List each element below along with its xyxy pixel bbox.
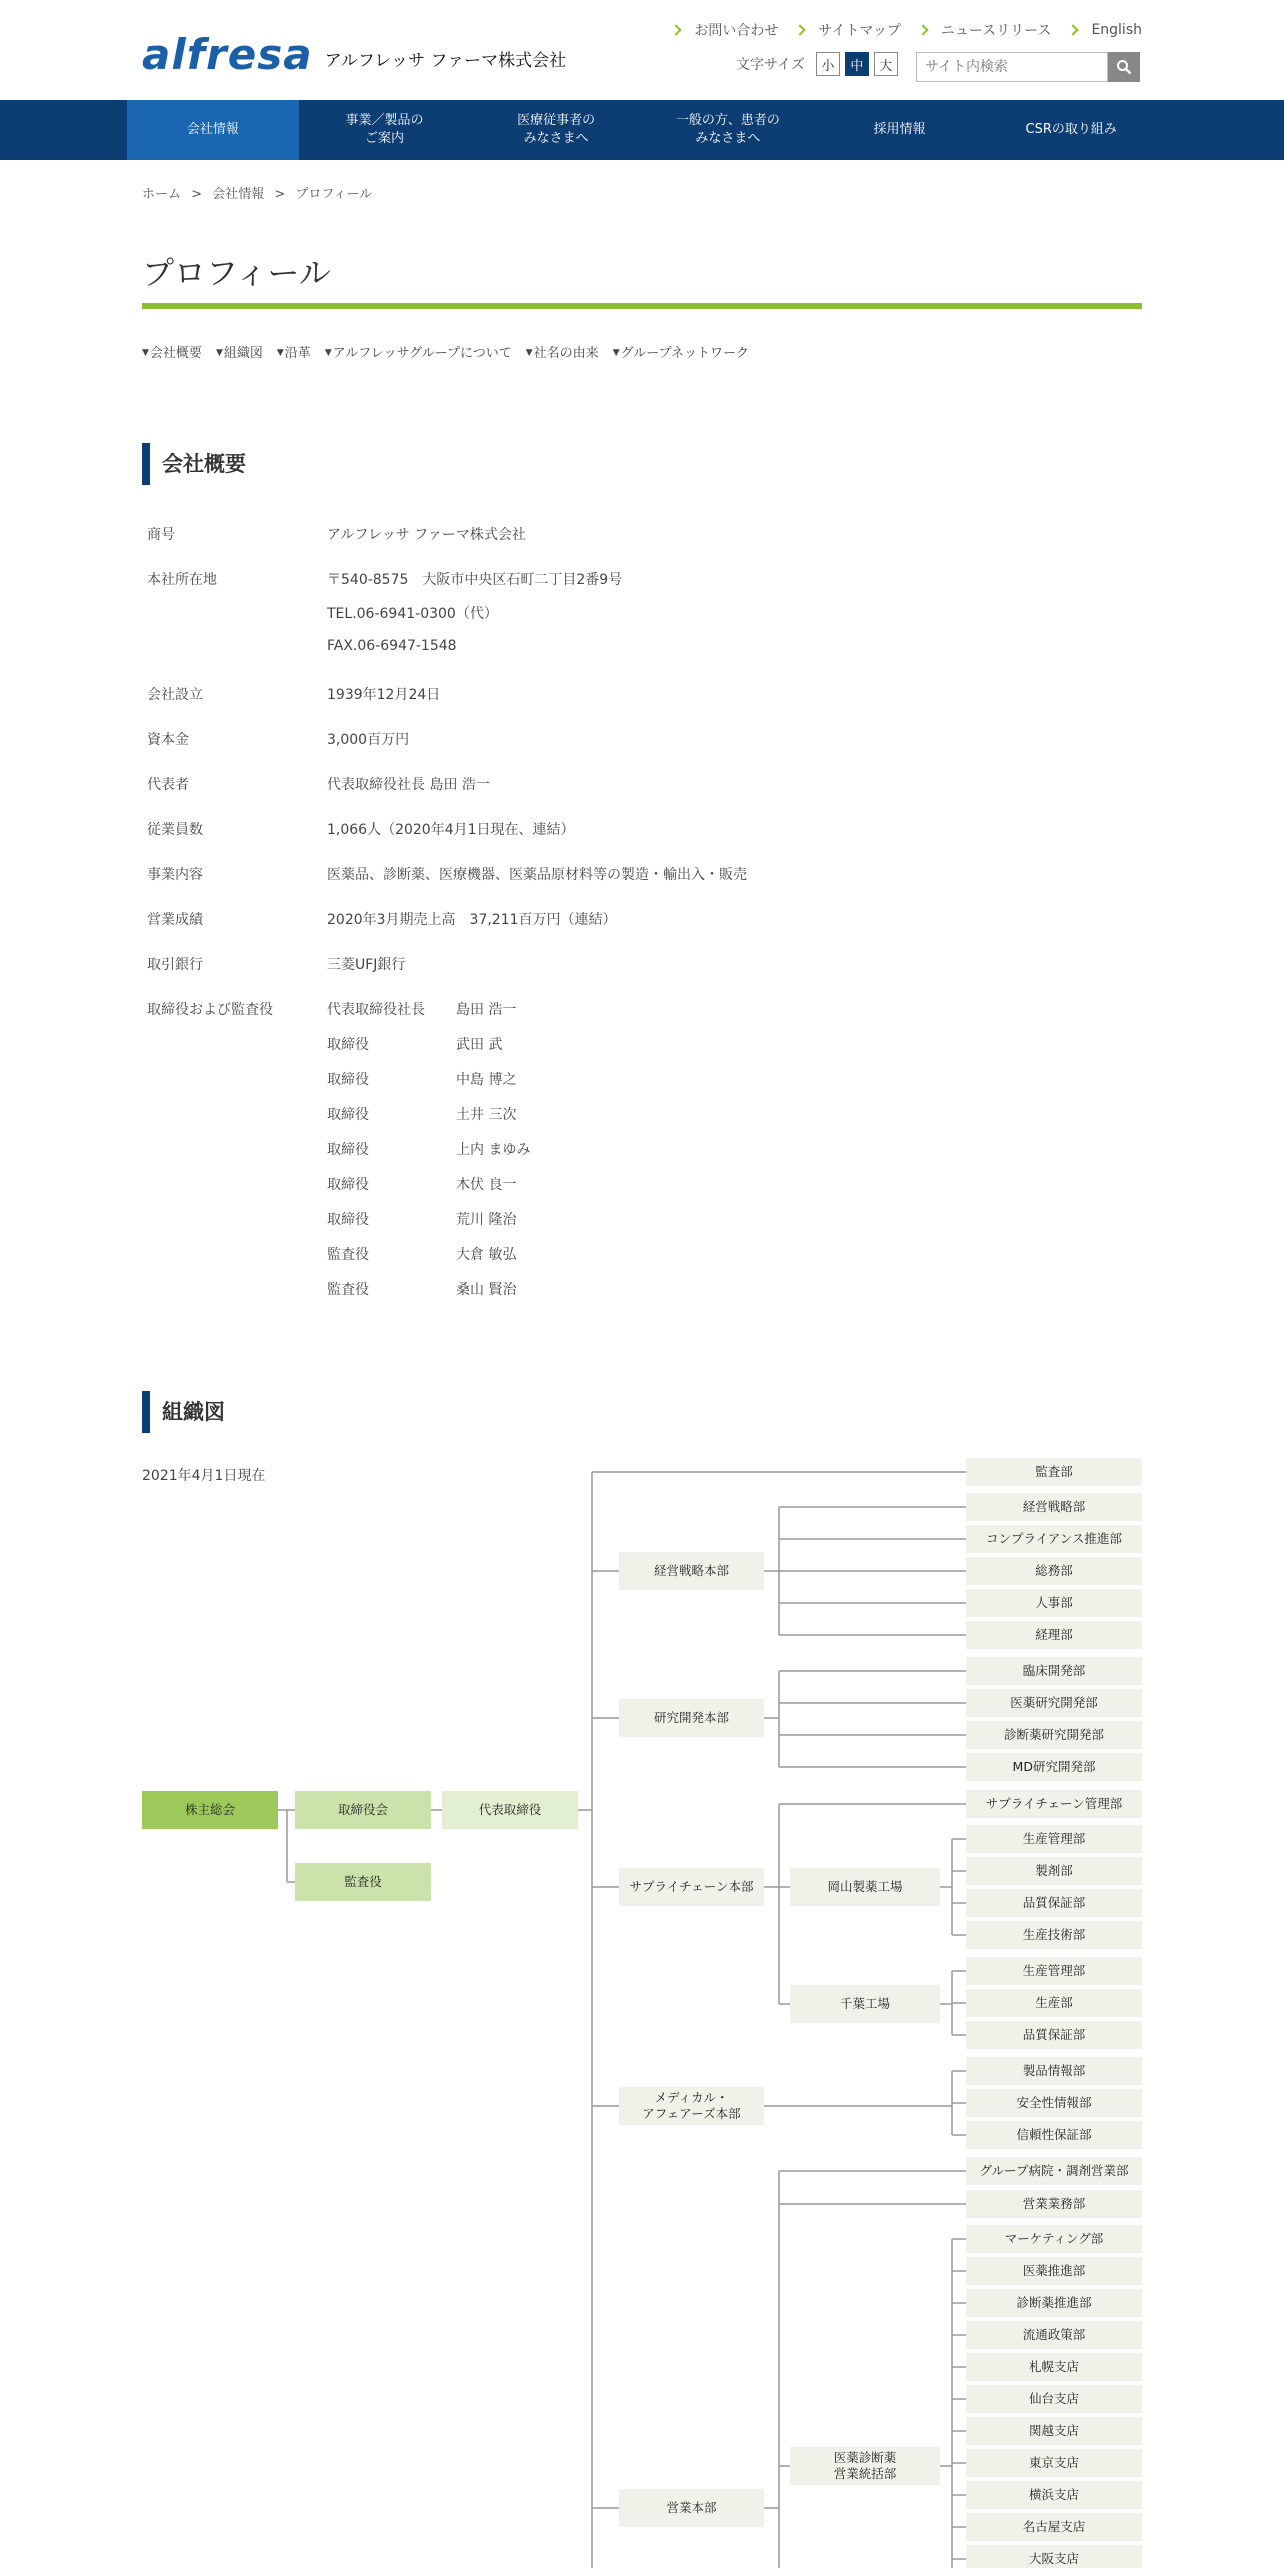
nav-general-patients[interactable]: 一般の方、患者の みなさまへ (675, 113, 780, 146)
logo-wordmark: alfresa (142, 30, 313, 79)
org-box-dept: 関越支店 (966, 2417, 1142, 2445)
overview-label: 会社設立 (147, 687, 203, 703)
org-box-board: 取締役会 (295, 1791, 431, 1829)
org-box-dept: 経理部 (966, 1621, 1142, 1649)
org-box-dept: 安全性情報部 (966, 2089, 1142, 2117)
org-box-factory: 岡山製薬工場 (790, 1868, 940, 1906)
overview-label: 商号 (147, 527, 175, 543)
contact-link[interactable]: お問い合わせ (672, 20, 778, 40)
overview-label: 従業員数 (147, 822, 203, 838)
officer-name: 木伏 良一 (456, 1177, 517, 1193)
overview-value: FAX.06-6947-1548 (327, 638, 457, 654)
officer-name: 上内 まゆみ (456, 1142, 531, 1158)
officer-role: 代表取締役社長 (327, 1002, 425, 1018)
anchor-name-origin[interactable]: ▼ 社名の由来 (526, 342, 599, 361)
org-box-headquarters: 経営戦略本部 (619, 1552, 764, 1590)
overview-label: 資本金 (147, 732, 189, 748)
overview-value: 1,066人（2020年4月1日現在、連結） (327, 822, 575, 838)
org-box-dept: 信頼性保証部 (966, 2121, 1142, 2149)
officer-role: 取締役 (327, 1142, 369, 1158)
org-box-dept: 診断薬研究開発部 (966, 1721, 1142, 1749)
overview-label: 営業成績 (147, 912, 203, 928)
org-box-dept: 製剤部 (966, 1857, 1142, 1885)
overview-value: 2020年3月期売上高 37,211百万円（連結） (327, 912, 617, 928)
org-box-dept: 大阪支店 (966, 2545, 1142, 2568)
org-box-dept: 横浜支店 (966, 2481, 1142, 2509)
org-box-dept: 診断薬推進部 (966, 2289, 1142, 2317)
org-box-dept: 生産管理部 (966, 1957, 1142, 1985)
org-box-dept: 生産管理部 (966, 1825, 1142, 1853)
anchor-overview[interactable]: ▼ 会社概要 (142, 342, 202, 361)
officer-name: 中島 博之 (456, 1072, 517, 1088)
org-box-headquarters: 研究開発本部 (619, 1699, 764, 1737)
org-box-division: 医薬診断薬 営業統括部 (790, 2447, 940, 2485)
breadcrumb-company-info[interactable]: 会社情報 (212, 187, 265, 202)
overview-label: 取締役および監査役 (147, 1002, 273, 1018)
org-box-dept: グループ病院・調剤営業部 (966, 2157, 1142, 2185)
org-box-dept: 人事部 (966, 1589, 1142, 1617)
org-box-dept: マーケティング部 (966, 2225, 1142, 2253)
officer-role: 取締役 (327, 1107, 369, 1123)
officer-name: 大倉 敏弘 (456, 1247, 517, 1263)
overview-value: 1939年12月24日 (327, 687, 441, 703)
officer-name: 武田 武 (456, 1037, 503, 1053)
breadcrumb-home[interactable]: ホーム (142, 187, 182, 202)
overview-label: 本社所在地 (147, 572, 217, 588)
org-box-dept: 医薬研究開発部 (966, 1689, 1142, 1717)
overview-label: 代表者 (147, 777, 189, 793)
overview-value: アルフレッサ ファーマ株式会社 (327, 527, 526, 543)
org-box-dept: 生産技術部 (966, 1921, 1142, 1949)
font-size-label: 文字サイズ (736, 57, 805, 73)
officer-name: 島田 浩一 (456, 1002, 517, 1018)
org-box-dept: 札幌支店 (966, 2353, 1142, 2381)
org-box-dept: 名古屋支店 (966, 2513, 1142, 2541)
font-size-large-button[interactable]: 大 (874, 52, 898, 76)
overview-label: 事業内容 (147, 867, 203, 883)
overview-value: 3,000百万円 (327, 732, 410, 748)
org-box-auditor: 監査役 (295, 1863, 431, 1901)
org-box-headquarters: メディカル・ アフェアーズ本部 (619, 2087, 764, 2125)
officer-role: 監査役 (327, 1247, 369, 1263)
nav-medical-professionals[interactable]: 医療従事者の みなさまへ (517, 113, 596, 146)
org-box-dept: 営業業務部 (966, 2190, 1142, 2218)
officer-name: 桑山 賢治 (456, 1282, 517, 1298)
nav-company-info[interactable]: 会社情報 (127, 100, 299, 160)
org-box-factory: 千葉工場 (790, 1985, 940, 2023)
org-box-dept: コンプライアンス推進部 (966, 1525, 1142, 1553)
org-box-dept: サプライチェーン管理部 (966, 1790, 1142, 1818)
breadcrumb-separator: > (274, 187, 286, 202)
anchor-group-network[interactable]: ▼ グループネットワーク (613, 342, 749, 361)
font-size-medium-button[interactable]: 中 (845, 52, 869, 76)
overview-value: 代表取締役社長 島田 浩一 (327, 777, 490, 793)
anchor-history[interactable]: ▼ 沿革 (277, 342, 311, 361)
news-release-link[interactable]: ニュースリリース (919, 20, 1052, 40)
org-box-dept: 流通政策部 (966, 2321, 1142, 2349)
logo-company-name: アルフレッサ ファーマ株式会社 (324, 51, 567, 71)
org-box-dept: 総務部 (966, 1557, 1142, 1585)
org-box-dept: 品質保証部 (966, 2021, 1142, 2049)
overview-value: TEL.06-6941-0300（代） (327, 606, 498, 622)
section-heading-org-chart: 組織図 (142, 1391, 225, 1433)
org-box-headquarters: 営業本部 (619, 2489, 764, 2527)
anchor-org-chart[interactable]: ▼ 組織図 (216, 342, 263, 361)
org-chart-date: 2021年4月1日現在 (142, 1468, 266, 1484)
overview-label: 取引銀行 (147, 957, 203, 973)
officer-name: 土井 三次 (456, 1107, 517, 1123)
section-heading-overview: 会社概要 (142, 443, 246, 485)
org-box-dept: 医薬推進部 (966, 2257, 1142, 2285)
nav-recruit[interactable]: 採用情報 (873, 122, 926, 137)
nav-csr[interactable]: CSRの取り組み (1025, 122, 1117, 137)
page-title: プロフィール (142, 254, 331, 292)
nav-business-products[interactable]: 事業／製品の ご案内 (345, 113, 424, 146)
anchor-group[interactable]: ▼ アルフレッサグループについて (325, 342, 512, 361)
breadcrumb-current: プロフィール (295, 187, 373, 202)
org-box-rep-director: 代表取締役 (442, 1791, 578, 1829)
overview-value: 医薬品、診断薬、医療機器、医薬品原材料等の製造・輸出入・販売 (327, 867, 747, 883)
officer-role: 監査役 (327, 1282, 369, 1298)
org-box-dept: 東京支店 (966, 2449, 1142, 2477)
org-box-dept: 仙台支店 (966, 2385, 1142, 2413)
org-box-dept: 経営戦略部 (966, 1493, 1142, 1521)
sitemap-link[interactable]: サイトマップ (796, 20, 900, 40)
officer-role: 取締役 (327, 1072, 369, 1088)
org-box-dept: 生産部 (966, 1989, 1142, 2017)
breadcrumb-separator: > (191, 187, 203, 202)
officer-role: 取締役 (327, 1037, 369, 1053)
font-size-small-button[interactable]: 小 (816, 52, 840, 76)
officer-name: 荒川 隆治 (456, 1212, 517, 1228)
org-box-dept: 臨床開発部 (966, 1657, 1142, 1685)
org-box-dept: 製品情報部 (966, 2057, 1142, 2085)
officer-role: 取締役 (327, 1177, 369, 1193)
english-link[interactable]: English (1069, 20, 1142, 40)
org-box-dept: MD研究開発部 (966, 1753, 1142, 1781)
officer-role: 取締役 (327, 1212, 369, 1228)
org-box-headquarters: サプライチェーン本部 (619, 1868, 764, 1906)
org-box-shareholders: 株主総会 (142, 1791, 278, 1829)
overview-value: 〒540-8575 大阪市中央区石町二丁目2番9号 (327, 572, 623, 588)
org-box-dept: 監査部 (966, 1458, 1142, 1486)
org-box-dept: 品質保証部 (966, 1889, 1142, 1917)
overview-value: 三菱UFJ銀行 (327, 957, 406, 973)
